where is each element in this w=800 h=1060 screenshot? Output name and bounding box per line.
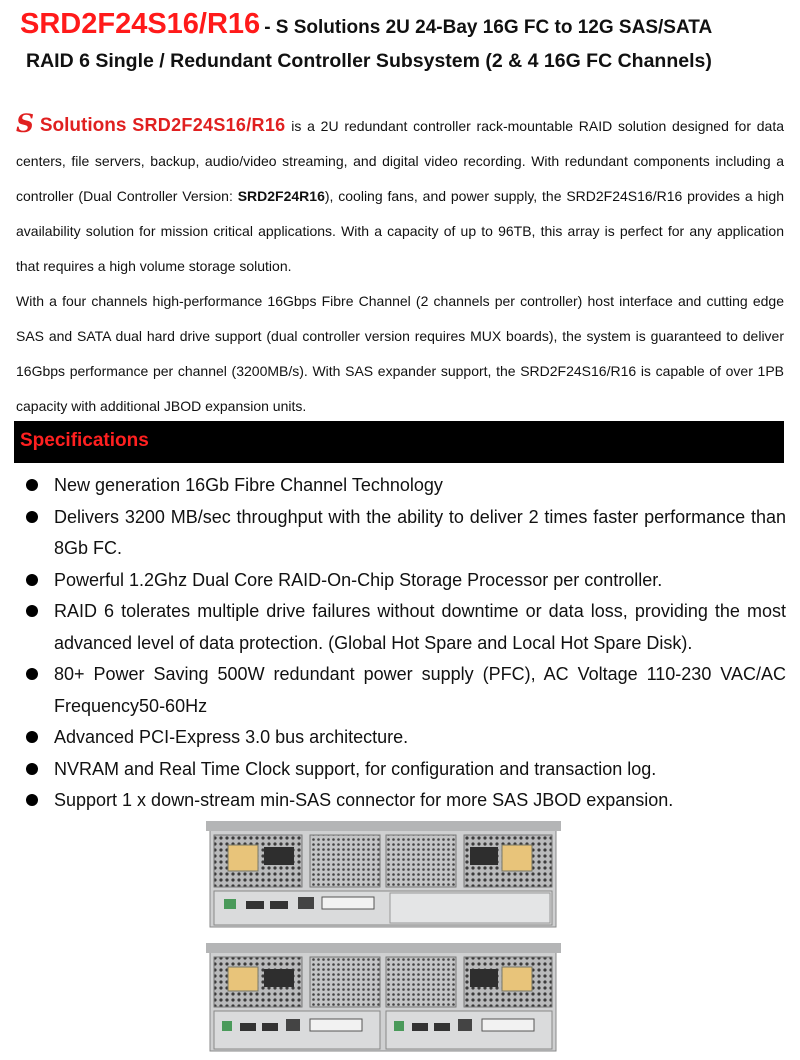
title-line-1: [20, 4, 800, 49]
bullet-icon: [26, 763, 38, 775]
specifications-header-bar: [14, 421, 784, 463]
brand-name: Solutions: [39, 115, 127, 136]
spec-item-text: New generation 16Gb Fibre Channel Technology: [54, 475, 443, 495]
power-supply-handle-icon: [228, 845, 258, 871]
product-model-title: SRD2F24S16/R16: [20, 8, 261, 40]
spec-item: [26, 754, 786, 786]
specifications-heading: Specifications: [20, 430, 149, 451]
intro-paragraph-2: With a four channels high-performance 16Gbps Fibre Channel (2 channels per controller) host interface and cutting edge SAS and SATA dual hard drive support (dual controller version requires MUX boards), the system is guaranteed to deliver 16Gbps performance per channel (3200MB/s). With SAS expander support, the SRD2F24S16/R16 is capable of over 1PB capacity with additional JBOD expansion units.: [16, 293, 784, 414]
bullet-icon: [26, 479, 38, 491]
bullet-icon: [26, 668, 38, 680]
spec-item: [26, 596, 786, 659]
specifications-list: [26, 470, 786, 817]
spec-item-text: Delivers 3200 MB/sec throughput with the ability to deliver 2 times faster performance than 8Gb FC.: [54, 506, 786, 558]
intro-paragraph-1: [16, 106, 784, 284]
bullet-icon: [26, 605, 38, 617]
spec-item-text: RAID 6 tolerates multiple drive failures without downtime or data loss, providing the most advanced level of data protection. (Global Hot Spare and Local Hot Spare Disk).: [54, 601, 786, 653]
spec-item-text: Advanced PCI-Express 3.0 bus architecture.: [54, 727, 409, 747]
brand-s-logo: S: [16, 109, 35, 138]
spec-item-text: Powerful 1.2Ghz Dual Core RAID-On-Chip Storage Processor per controller.: [54, 569, 663, 590]
spec-item-text: Support 1 x down-stream min-SAS connector for more SAS JBOD expansion.: [54, 790, 674, 810]
title-description: - S Solutions 2U 24-Bay 16G FC to 12G SAS/SATA: [264, 17, 713, 38]
spec-item-text: NVRAM and Real Time Clock support, for configuration and transaction log.: [54, 758, 657, 779]
spec-item: [26, 502, 786, 565]
spec-item-text: 80+ Power Saving 500W redundant power supply (PFC), AC Voltage 110-230 VAC/AC Frequency50-60Hz: [54, 664, 786, 716]
title-block: [20, 4, 800, 73]
bullet-icon: [26, 574, 38, 586]
bullet-icon: [26, 794, 38, 806]
brand-model: SRD2F24S16/R16: [132, 115, 286, 135]
intro-section: [16, 106, 784, 424]
bullet-icon: [26, 731, 38, 743]
spec-item: [26, 565, 786, 597]
chassis-rear-photo: [206, 817, 561, 1055]
intro-text-a: is a 2U redundant controller rack-mountable RAID solution designed for data centers, file servers, backup, audio/video streaming, and digital video recording. With redundant components including a controller (Dual Controller Version:: [16, 118, 785, 204]
spec-item: [26, 722, 786, 754]
bullet-icon: [26, 511, 38, 523]
dual-controller-model: SRD2F24R16: [237, 188, 325, 204]
spec-item: [26, 659, 786, 722]
single-controller-unit: [206, 821, 561, 927]
spec-item: [26, 470, 786, 502]
spec-item: [26, 785, 786, 817]
intro-text-b: ), cooling fans, and power supply, the SRD2F24S16/R16 provides a high availability solution for mission critical applications. With a capacity of up to 96TB, this array is perfect for any application that requires a high volume storage solution.: [16, 188, 784, 274]
title-line-2: RAID 6 Single / Redundant Controller Subsystem (2 & 4 16G FC Channels): [26, 50, 712, 72]
redundant-controller-unit: [206, 943, 561, 1051]
